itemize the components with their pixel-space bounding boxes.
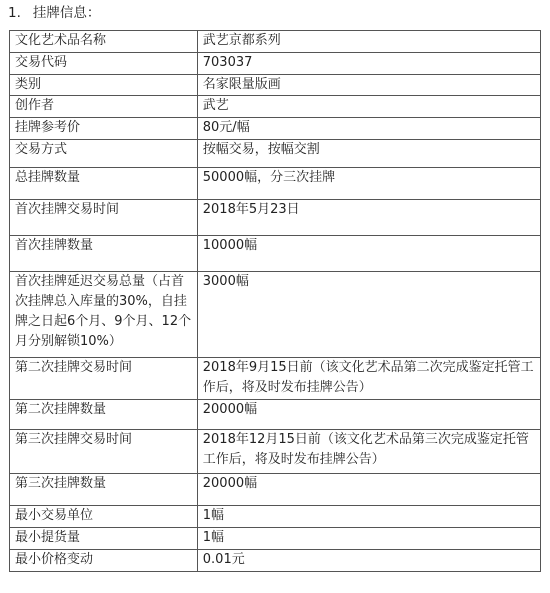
row-label: 首次挂牌延迟交易总量（占首次挂牌总入库量的30%，自挂牌之日起6个月、9个月、12个月分别解锁10%） xyxy=(10,272,198,358)
row-label: 第二次挂牌交易时间 xyxy=(10,358,198,400)
row-value: 2018年12月15日前（该文化艺术品第三次完成鉴定托管工作后，将及时发布挂牌公告） xyxy=(197,430,540,474)
row-label: 挂牌参考价 xyxy=(10,118,198,140)
table-row xyxy=(10,400,541,430)
row-label: 总挂牌数量 xyxy=(10,168,198,200)
row-value: 50000幅，分三次挂牌 xyxy=(197,168,540,200)
row-value: 武艺 xyxy=(197,96,540,118)
row-value: 2018年9月15日前（该文化艺术品第二次完成鉴定托管工作后，将及时发布挂牌公告） xyxy=(197,358,540,400)
table-row xyxy=(10,236,541,272)
table-row xyxy=(10,31,541,53)
row-value: 2018年5月23日 xyxy=(197,200,540,236)
section-number: 1. xyxy=(8,5,21,21)
table-row xyxy=(10,358,541,400)
table-row xyxy=(10,430,541,474)
row-label: 第三次挂牌交易时间 xyxy=(10,430,198,474)
row-label: 文化艺术品名称 xyxy=(10,31,198,53)
table-row xyxy=(10,506,541,528)
row-label: 第三次挂牌数量 xyxy=(10,474,198,506)
row-value: 1幅 xyxy=(197,506,540,528)
section-title: 挂牌信息： xyxy=(32,5,101,21)
row-value: 武艺京都系列 xyxy=(197,31,540,53)
table-row xyxy=(10,140,541,168)
table-row xyxy=(10,272,541,358)
table-row xyxy=(10,200,541,236)
table-row xyxy=(10,528,541,550)
row-value: 10000幅 xyxy=(197,236,540,272)
row-value: 20000幅 xyxy=(197,400,540,430)
row-value: 0.01元 xyxy=(197,550,540,572)
row-label: 首次挂牌数量 xyxy=(10,236,198,272)
table-row xyxy=(10,550,541,572)
table-row xyxy=(10,96,541,118)
row-label: 最小提货量 xyxy=(10,528,198,550)
row-value: 3000幅 xyxy=(197,272,540,358)
table-row xyxy=(10,118,541,140)
row-label: 交易方式 xyxy=(10,140,198,168)
row-value: 20000幅 xyxy=(197,474,540,506)
row-label: 第二次挂牌数量 xyxy=(10,400,198,430)
table-row xyxy=(10,474,541,506)
row-label: 交易代码 xyxy=(10,53,198,75)
row-label: 最小价格变动 xyxy=(10,550,198,572)
table-row xyxy=(10,75,541,96)
table-row xyxy=(10,168,541,200)
row-value: 按幅交易，按幅交割 xyxy=(197,140,540,168)
row-label: 首次挂牌交易时间 xyxy=(10,200,198,236)
row-label: 最小交易单位 xyxy=(10,506,198,528)
listing-info-table xyxy=(9,30,541,572)
row-value: 名家限量版画 xyxy=(197,75,540,96)
table-row xyxy=(10,53,541,75)
row-value: 703037 xyxy=(197,53,540,75)
row-value: 80元/幅 xyxy=(197,118,540,140)
row-value: 1幅 xyxy=(197,528,540,550)
row-label: 类别 xyxy=(10,75,198,96)
section-heading xyxy=(8,2,100,24)
row-label: 创作者 xyxy=(10,96,198,118)
